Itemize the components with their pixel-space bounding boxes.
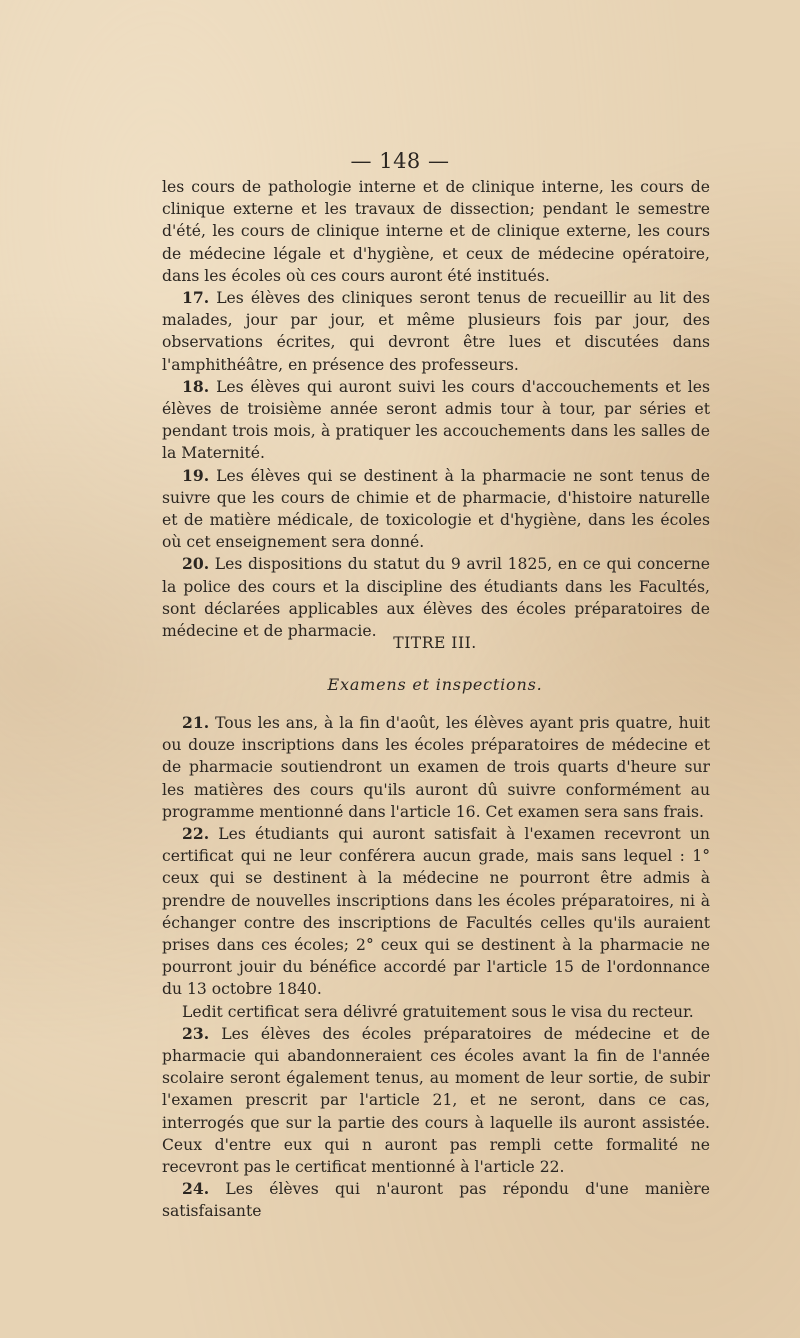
article-20 [162,553,710,642]
articles-top [162,176,710,642]
paragraph-text: Les élèves des écoles préparatoires de médecine et de pharmacie qui abandonneraient ces écoles avant la fin de l'année scolaire seront également tenus, au moment de leur sortie, de subir l'examen prescrit par l'article 21, et ne seront, dans ce cas, interrogés que sur la partie des cours à laquelle ils auront assistée. Ceux d'entre eux qui n auront pas rempli cette formalité ne recevront pas le certificat mentionné à l'article 22. [162,1024,710,1177]
article-number: 19. [182,465,210,485]
paragraph-text: Ledit certificat sera délivré gratuitement sous le visa du recteur. [182,1002,694,1021]
paragraph-text: Les élèves qui n'auront pas répondu d'une manière satisfaisante [162,1180,710,1221]
paragraph-text: Les élèves qui se destinent à la pharmacie ne sont tenus de suivre que les cours de chimie et de pharmacie, d'histoire naturelle et de matière médicale, de toxicologie et d'hygiène, dans les écoles où cet enseignement sera donné. [162,466,710,552]
paragraph-certificat [162,1001,710,1023]
article-number: 20. [182,554,210,574]
paragraph-text: Tous les ans, à la fin d'août, les élèves ayant pris quatre, huit ou douze inscriptions dans les écoles préparatoires de médecine et de pharmacie soutiendront un examen de trois quarts d'heure sur les matières des cours qu'ils auront dû suivre conformément au programme mentionné dans l'article 16. Cet examen sera sans frais. [162,714,710,821]
article-17 [162,287,710,376]
article-number: 21. [182,713,210,732]
article-number: 18. [182,376,210,396]
article-number: 17. [182,288,210,308]
articles-bottom [162,712,710,1223]
paragraph-text: Les élèves qui auront suivi les cours d'accouchements et les élèves de troisième année seront admis tour à tour, par séries et pendant trois mois, à pratiquer les accouchements dans les salles de la Maternité. [162,377,710,463]
section-subtitle: Examens et inspections. [327,675,543,694]
article-22 [162,823,710,1001]
article-24 [162,1178,710,1222]
paragraph-text: Les élèves des cliniques seront tenus de recueillir au lit des malades, jour par jour, et même plusieurs fois par jour, des observations écrites, qui devront être lues et discutées dans l'amphithéâtre, en présence des professeurs. [162,289,710,374]
section-title: TITRE III. [393,634,477,652]
paragraph-text: les cours de pathologie interne et de clinique interne, les cours de clinique externe et les travaux de dissection; pendant le semestre d'été, les cours de clinique interne et de clinique externe, les cours de médecine légale et d'hygiène, et ceux de médecine opératoire, dans les écoles où ces cours auront été institués. [162,178,710,285]
article-21 [162,712,710,823]
paragraph-text: Les étudiants qui auront satisfait à l'examen recevront un certificat qui ne leur conférera aucun grade, mais sans lequel : 1° ceux qui se destinent à la médecine ne pourront être admis à prendre de nouvelles inscriptions dans les écoles préparatoires, ni à échanger contre des inscriptions de Facultés celles qu'ils auraient prises dans ces écoles; 2° ceux qui se destinent à la pharmacie ne pourront jouir du bénéfice accordé par l'article 15 de l'ordonnance du 13 octobre 1840. [162,825,710,999]
article-18 [162,376,710,465]
article-19 [162,465,710,554]
article-23 [162,1023,710,1178]
article-number: 22. [182,824,210,844]
paragraph-text: Les dispositions du statut du 9 avril 1825, en ce qui concerne la police des cours et la discipline des étudiants dans les Facultés, sont déclarées applicables aux élèves des écoles préparatoires de médecine et de pharmacie. [162,555,710,641]
article-number: 23. [182,1023,210,1043]
paragraph-continuation [162,176,710,287]
page-number: — 148 — [350,149,450,173]
article-number: 24. [182,1179,210,1199]
